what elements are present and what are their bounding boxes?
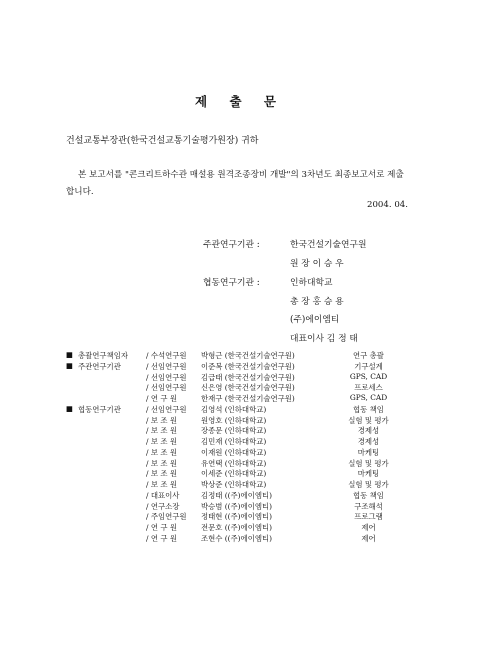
signature-value: 총 장 홍 승 용: [290, 297, 344, 307]
researcher-name: 원영호 (인하대학교): [201, 415, 267, 425]
researcher-name: 김정태 ((주)에이엠티): [201, 490, 272, 500]
position: / 수석연구원: [146, 351, 187, 360]
researcher-name: 한재구 (한국건설기술연구원): [201, 394, 295, 403]
group-name: 주관연구기관: [78, 361, 121, 371]
position: / 보 조 원: [146, 426, 177, 436]
researcher-row: [66, 501, 386, 512]
bullet-icon: ■: [66, 403, 73, 413]
role: GPS, CAD: [349, 371, 388, 381]
researcher-row: [66, 447, 386, 458]
researcher-row: [66, 350, 386, 361]
signature-value: (주)에이엠티: [290, 315, 340, 325]
role: 제어: [361, 533, 376, 543]
role: 협동 책임: [353, 490, 384, 500]
role: 연구 총괄: [353, 351, 384, 360]
researcher-name: 박형근 (한국건설기술연구원): [201, 351, 295, 360]
role: 경제성: [357, 437, 380, 446]
researcher-name: 정태현 ((주)에이엠티): [201, 512, 272, 522]
position: / 연 구 원: [146, 533, 177, 543]
researcher-name: 김급태 (한국건설기술연구원): [201, 372, 295, 382]
researcher-row: [66, 361, 386, 372]
signature-value: 인하대학교: [290, 278, 333, 288]
role: 실험 및 평가: [348, 480, 389, 489]
position: / 주임연구원: [146, 512, 187, 522]
position: / 선임연구원: [146, 372, 187, 382]
researcher-name: 이재원 (인하대학교): [201, 447, 267, 457]
position: / 보 조 원: [146, 437, 177, 446]
researcher-name: 김민재 (인하대학교): [201, 437, 267, 446]
position: / 선임연구원: [146, 383, 187, 393]
researcher-row: [66, 425, 386, 436]
researcher-row: [66, 511, 386, 522]
researcher-name: 유연택 (인하대학교): [201, 458, 267, 468]
role: 협동 책임: [353, 404, 384, 414]
role: 구조해석: [354, 501, 383, 511]
role: 실험 및 평가: [348, 415, 389, 425]
researcher-row: [66, 382, 386, 393]
role: 기구설계: [354, 361, 383, 371]
position: / 보 조 원: [146, 469, 177, 479]
group-name: 협동연구기관: [78, 404, 121, 414]
position: / 보 조 원: [146, 447, 177, 457]
position: / 연 구 원: [146, 523, 177, 532]
position: / 보 조 원: [146, 415, 177, 425]
addressee: 건설교통부장관(한국건설교통기술평가원장) 귀하: [66, 136, 259, 146]
role: 실험 및 평가: [348, 458, 389, 468]
role: 마케팅: [357, 447, 380, 457]
researcher-row: [66, 372, 386, 383]
role: GPS, CAD: [349, 393, 388, 402]
body-paragraph: 본 보고서를 "콘크리트하수관 매설용 원격조종장비 개발"의 3차년도 최종보고서로 제출합니다.: [66, 170, 404, 197]
researcher-name: 신은영 (한국건설기술연구원): [201, 383, 295, 393]
group-name: 총괄연구책임자: [78, 351, 128, 360]
signature-label: 주관연구기관 :: [203, 240, 260, 250]
bullet-icon: ■: [66, 350, 73, 359]
researcher-name: 박상준 (인하대학교): [201, 480, 267, 489]
researcher-row: [66, 404, 386, 415]
role: 제어: [361, 523, 376, 532]
researcher-row: [66, 458, 389, 469]
researcher-row: [66, 436, 386, 447]
researcher-name: 전문호 ((주)에이엠티): [201, 523, 272, 532]
researcher-row: [66, 393, 386, 404]
role: 경제성: [357, 426, 380, 436]
position: / 보 조 원: [146, 458, 177, 468]
signature-label: 협동연구기관 :: [203, 278, 260, 288]
bullet-icon: ■: [66, 360, 73, 370]
researcher-row: [66, 415, 389, 426]
role: 마케팅: [357, 469, 380, 479]
position: / 선임연구원: [146, 361, 187, 371]
position: / 선임연구원: [146, 404, 187, 414]
position: / 연 구 원: [146, 394, 177, 403]
researcher-name: 박승범 ((주)에이엠티): [201, 501, 272, 511]
signature-value: 대표이사 김 정 태: [290, 334, 358, 344]
researcher-row: [66, 533, 386, 544]
researcher-name: 이준복 (한국건설기술연구원): [201, 361, 295, 371]
researcher-row: [66, 490, 386, 501]
signature-value: 한국건설기술연구원: [290, 240, 367, 250]
researcher-name: 김영석 (인하대학교): [201, 404, 267, 414]
role: 프로그램: [354, 512, 383, 522]
position: / 대표이사: [146, 490, 180, 500]
researcher-row: [66, 479, 389, 490]
researcher-name: 장종문 (인하대학교): [201, 426, 267, 436]
position: / 보 조 원: [146, 480, 177, 489]
researcher-row: [66, 468, 386, 479]
signature-value: 원 장 이 승 우: [290, 259, 344, 269]
researcher-name: 조현수 ((주)에이엠티): [201, 533, 272, 543]
page-title: 제 출 문: [195, 94, 285, 109]
role: 프로세스: [354, 383, 383, 393]
submission-date: 2004. 04.: [366, 200, 408, 210]
position: / 연구소장: [146, 501, 180, 511]
researcher-name: 이세준 (인하대학교): [201, 469, 267, 479]
researcher-row: [66, 522, 386, 533]
